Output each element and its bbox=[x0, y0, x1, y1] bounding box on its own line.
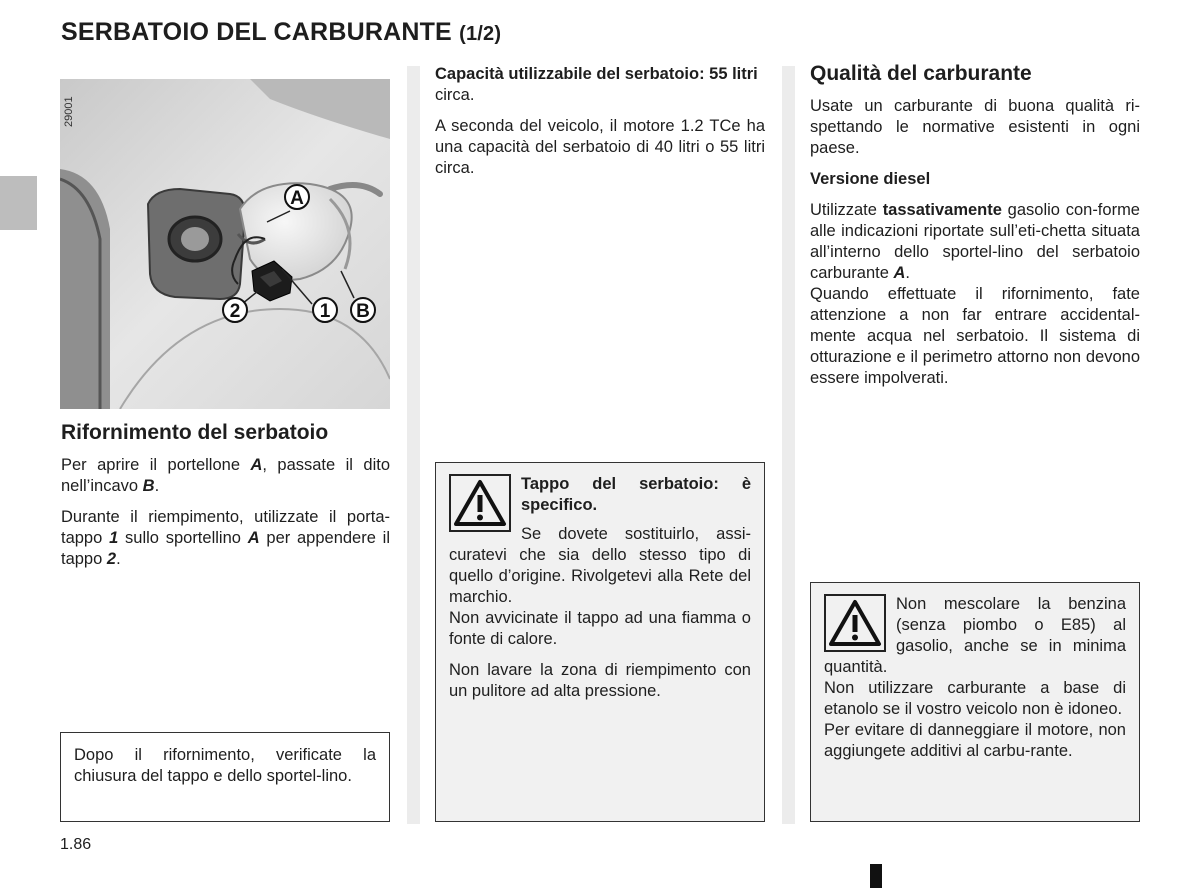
fuel-cap-warning-box bbox=[435, 462, 765, 822]
capacity-paragraph-2: A seconda del veicolo, il motore 1.2 TCe ha una capacità del serbatoio di 40 litri o 55 litri circa. bbox=[435, 117, 765, 177]
page-title-part: (1/2) bbox=[459, 23, 502, 45]
page-title-main: SERBATOIO DEL CARBURANTE bbox=[61, 18, 452, 46]
fuel-cap-warning-heading: Tappo del serbatoio: è specifico. bbox=[521, 475, 751, 514]
chapter-side-tab bbox=[0, 176, 37, 230]
fuel-mix-warning-paragraph-2: Non utilizzare carburante a base di etanolo se il vostro veicolo non è idoneo. bbox=[824, 679, 1126, 718]
fuel-mix-warning-paragraph-1: Non mescolare la benzina (senza piombo o E85) al gasolio, anche se in minima quantità. bbox=[824, 595, 1126, 676]
fuel-quality-paragraph-1: Usate un carburante di buona qualità ri-spettando le normative esistenti in ogni paese. bbox=[810, 97, 1140, 157]
capacity-paragraph-1: Capacità utilizzabile del serbatoio: 55 litri circa. bbox=[435, 65, 758, 104]
callout-2 bbox=[223, 298, 247, 322]
fuel-flap-drawing bbox=[60, 79, 390, 409]
fuel-mix-warning-box bbox=[810, 582, 1140, 822]
refuel-note-box bbox=[60, 732, 390, 822]
diesel-subheading: Versione diesel bbox=[810, 170, 931, 188]
column-separator-left bbox=[407, 66, 420, 824]
fuel-flap-illustration bbox=[60, 79, 390, 409]
warning-triangle-icon bbox=[449, 474, 511, 532]
svg-text:B: B bbox=[356, 301, 370, 322]
callout-a bbox=[285, 185, 309, 209]
refuel-paragraph-1: Per aprire il portellone A, passate il dito nell’incavo B. bbox=[61, 456, 390, 495]
svg-text:A: A bbox=[290, 188, 304, 209]
fuel-cap-warning-paragraph-2: Non avvicinate il tappo ad una fiamma o fonte di calore. bbox=[449, 609, 751, 648]
column-separator-right bbox=[782, 66, 795, 824]
callout-1 bbox=[313, 298, 337, 322]
refuel-heading: Rifornimento del serbatoio bbox=[61, 421, 329, 444]
svg-text:1: 1 bbox=[319, 301, 331, 322]
diesel-paragraph-1: Utilizzate tassativamente gasolio con-forme alle indicazioni riportate sull’eti-chetta situata all’interno dello sportel-lino del serbatoio carburante A. bbox=[810, 201, 1140, 282]
page-number: 1.86 bbox=[60, 836, 92, 853]
warning-triangle-icon bbox=[824, 594, 886, 652]
page-edge-marker bbox=[870, 864, 882, 888]
fuel-cap-warning-paragraph-3: Non lavare la zona di riempimento con un pulitore ad alta pressione. bbox=[449, 661, 751, 700]
callout-b bbox=[351, 298, 375, 322]
figure-id: 29001 bbox=[63, 96, 75, 127]
page-title bbox=[61, 18, 501, 47]
refuel-paragraph-2: Durante il riempimento, utilizzate il porta-tappo 1 sullo sportellino A per appendere il tappo 2. bbox=[61, 508, 391, 568]
fuel-quality-heading: Qualità del carburante bbox=[810, 62, 1032, 85]
svg-text:2: 2 bbox=[229, 301, 241, 322]
fuel-cap-warning-paragraph-1: Se dovete sostituirlo, assi-curatevi che sia dello stesso tipo di quello d’origine. Rivolgetevi alla Rete del marchio. bbox=[449, 525, 751, 606]
refuel-note: Dopo il rifornimento, verificate la chiusura del tappo e dello sportel-lino. bbox=[74, 746, 376, 785]
fuel-quality-text bbox=[810, 96, 1140, 389]
capacity-text bbox=[435, 64, 765, 179]
diesel-paragraph-2: Quando effettuate il rifornimento, fate attenzione a non far entrare accidental-mente acqua nel serbatoio. Il sistema di otturazione e il perimetro attorno non devono essere impolverati. bbox=[810, 285, 1140, 387]
fuel-mix-warning-paragraph-3: Per evitare di danneggiare il motore, non aggiungete additivi al carbu-rante. bbox=[824, 721, 1126, 760]
refuel-text bbox=[61, 455, 390, 570]
